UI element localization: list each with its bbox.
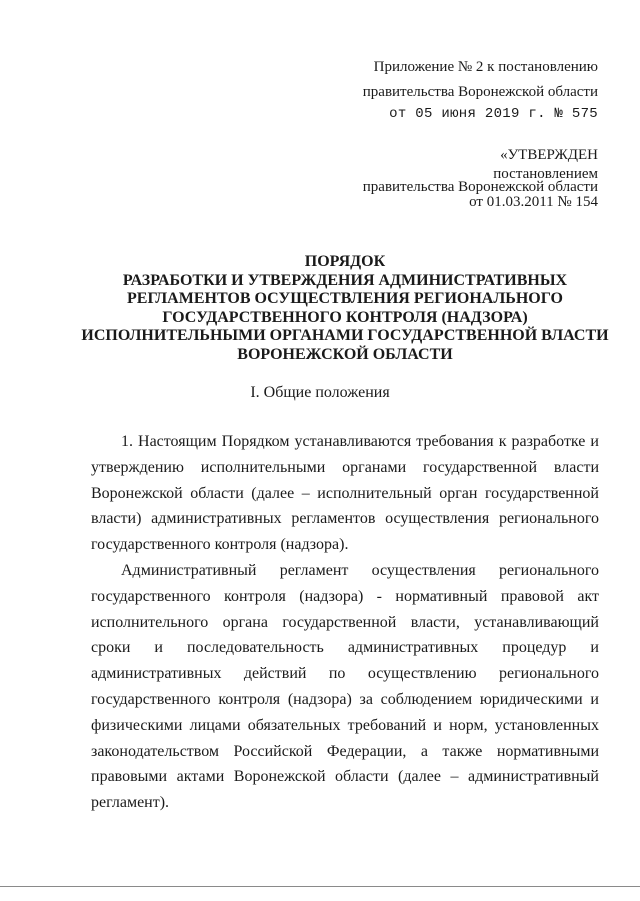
body-paragraph: Административный регламент осуществления регионального государственного контроля (надзора) - нормативный правовой акт исполнительного органа государственной власти, устанавливающий сроки и последовательность административных процедур и административных действий по осуществлению регионального государственного контроля (надзора) за соблюдением юридическими и физическими лицами обязательных требований и норм, установленных законодательством Российской Федерации, а также нормативными правовыми актами Воронежской области (далее – административный регламент). xyxy=(91,561,599,812)
document-body xyxy=(91,429,599,816)
title-line: РЕГЛАМЕНТОВ ОСУЩЕСТВЛЕНИЯ РЕГИОНАЛЬНОГО xyxy=(127,290,563,307)
appendix-reference-line2: правительства Воронежской области xyxy=(362,84,598,100)
title-line: ВОРОНЕЖСКОЙ ОБЛАСТИ xyxy=(237,345,453,363)
title-line: ИСПОЛНИТЕЛЬНЫМИ ОРГАНАМИ ГОСУДАРСТВЕННОЙ ВЛАСТИ xyxy=(81,327,609,344)
appendix-reference-line1: Приложение № 2 к постановлению xyxy=(373,59,598,75)
scan-edge-line xyxy=(0,886,640,887)
body-paragraph: 1. Настоящим Порядком устанавливаются требования к разработке и утверждению исполнительными органами государственной власти Воронежской области (далее – исполнительный орган государственной власти) административных регламентов осуществления регионального государственного контроля (надзора). xyxy=(91,433,599,554)
document-title xyxy=(60,253,630,364)
approval-stamp-line1: «УТВЕРЖДЕН xyxy=(500,147,598,163)
title-line: ГОСУДАРСТВЕННОГО КОНТРОЛЯ (НАДЗОРА) xyxy=(162,308,528,326)
appendix-reference-date: от 05 июня 2019 г. № 575 xyxy=(389,106,598,122)
section-heading: I. Общие положения xyxy=(250,384,390,401)
approval-stamp-line3: правительства Воронежской области xyxy=(362,179,598,195)
approval-stamp-line2: постановлением xyxy=(493,166,598,182)
approval-stamp-date: от 01.03.2011 № 154 xyxy=(469,194,598,210)
title-line: ПОРЯДОК xyxy=(304,253,386,270)
title-line: РАЗРАБОТКИ И УТВЕРЖДЕНИЯ АДМИНИСТРАТИВНЫХ xyxy=(122,271,568,289)
